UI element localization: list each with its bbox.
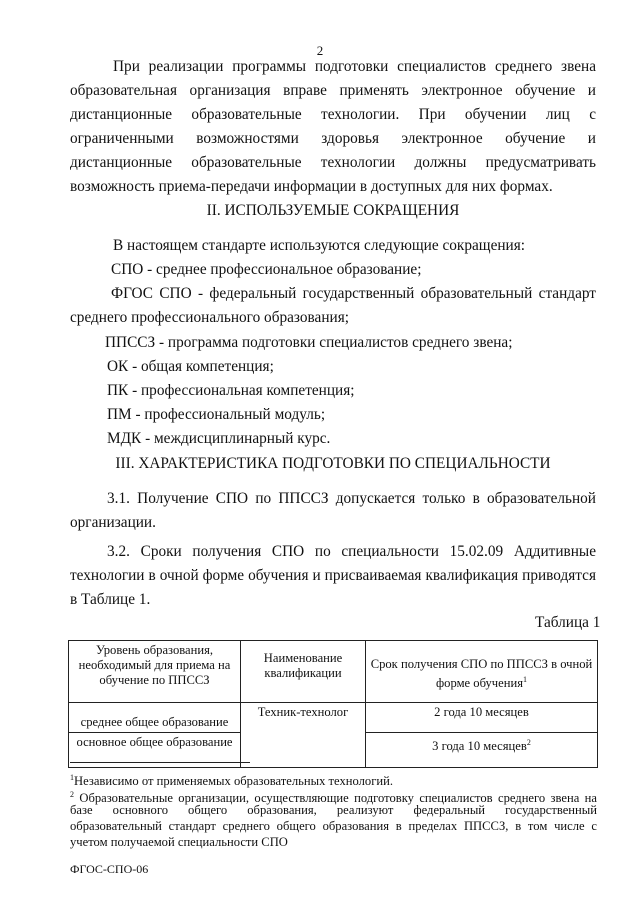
footnote-1-mark: 1 xyxy=(70,773,74,782)
header-term-footnote-mark: 1 xyxy=(523,675,527,684)
section-3-title: III. ХАРАКТЕРИСТИКА ПОДГОТОВКИ ПО СПЕЦИАЛЬНОСТИ xyxy=(115,455,551,472)
abbrev-pk: ПК - профессиональная компетенция; xyxy=(107,382,355,399)
intro-line-6: возможность приема-передачи информации в доступных для них формах. xyxy=(70,178,553,195)
row1-term xyxy=(366,703,598,733)
abbrev-ppssz: ППССЗ - программа подготовки специалистов среднего звена; xyxy=(105,334,513,351)
header-level-text: Уровень образования, необходимый для приема на обучение по ППССЗ xyxy=(78,643,231,687)
footnote-2-line-3: образовательный стандарт среднего общего образования в пределах ППССЗ, в том числе с xyxy=(70,819,597,833)
row1-term-text: 2 года 10 месяцев xyxy=(434,705,529,719)
footnote-2-line-2: базе основного общего образования, реализуют федеральный государственный xyxy=(70,803,597,817)
row2-term xyxy=(366,733,598,768)
row2-term-footnote-mark: 2 xyxy=(526,738,531,747)
row2-term-text: 3 года 10 месяцев xyxy=(432,739,527,754)
table-row xyxy=(69,703,598,733)
intro-line-2: образовательная организация вправе применять электронное обучение и xyxy=(70,82,596,99)
header-level xyxy=(69,641,241,703)
abbrev-fgos-line-2: среднего профессионального образования; xyxy=(70,309,349,326)
footer-code: ФГОС-СПО-06 xyxy=(70,862,149,876)
footnote-separator xyxy=(70,762,250,763)
row1-level-text: среднее общее образование xyxy=(80,715,229,729)
abbrev-intro: В настоящем стандарте используются следующие сокращения: xyxy=(113,237,526,254)
row-qualification xyxy=(241,703,366,768)
intro-line-3: дистанционные образовательные технологии. При обучении лиц с xyxy=(70,106,596,123)
row1-level xyxy=(69,703,241,733)
footnote-2-text-1: Образовательные организации, осуществляющие подготовку специалистов среднего звена на xyxy=(79,791,597,806)
abbrev-spo: СПО - среднее профессиональное образование; xyxy=(111,261,422,278)
abbrev-pm: ПМ - профессиональный модуль; xyxy=(107,406,326,423)
qualification-table xyxy=(68,640,598,768)
header-qualification xyxy=(241,641,366,703)
para-3-1-line-2: организации. xyxy=(70,514,156,531)
abbrev-mdk: МДК - междисциплинарный курс. xyxy=(107,430,331,447)
page-number: 2 xyxy=(316,43,324,58)
para-3-1-line-1: 3.1. Получение СПО по ППССЗ допускается только в образовательной xyxy=(107,490,596,507)
intro-line-5: дистанционные образовательные технологии должны предусматривать xyxy=(70,154,596,171)
footnote-2-mark: 2 xyxy=(70,790,74,799)
header-term-text: Срок получения СПО по ППССЗ в очной форме обучения xyxy=(370,657,593,691)
intro-line-1: При реализации программы подготовки специалистов среднего звена xyxy=(113,58,596,75)
footnote-1-text: Независимо от применяемых образовательных технологий. xyxy=(74,774,394,789)
row2-level-text: основное общее образование xyxy=(76,735,233,749)
table-header-row xyxy=(69,641,598,703)
abbrev-ok: ОК - общая компетенция; xyxy=(107,358,274,375)
para-3-2-line-3: в Таблице 1. xyxy=(70,591,151,608)
row-qualification-text: Техник-технолог xyxy=(257,705,349,719)
header-qualification-text: Наименование квалификации xyxy=(263,651,343,680)
footnote-2-line-4: учетом получаемой специальности СПО xyxy=(70,835,288,849)
section-2-title: II. ИСПОЛЬЗУЕМЫЕ СОКРАЩЕНИЯ xyxy=(206,202,460,219)
intro-line-4: ограниченными возможностями здоровья электронное обучение и xyxy=(70,130,596,147)
para-3-2-line-2: технологии в очной форме обучения и присваиваемая квалификация приводятся xyxy=(70,567,596,584)
header-term xyxy=(366,641,598,703)
abbrev-fgos-line-1: ФГОС СПО - федеральный государственный образовательный стандарт xyxy=(111,285,596,302)
table-label: Таблица 1 xyxy=(535,614,601,631)
para-3-2-line-1: 3.2. Сроки получения СПО по специальности 15.02.09 Аддитивные xyxy=(107,543,596,560)
